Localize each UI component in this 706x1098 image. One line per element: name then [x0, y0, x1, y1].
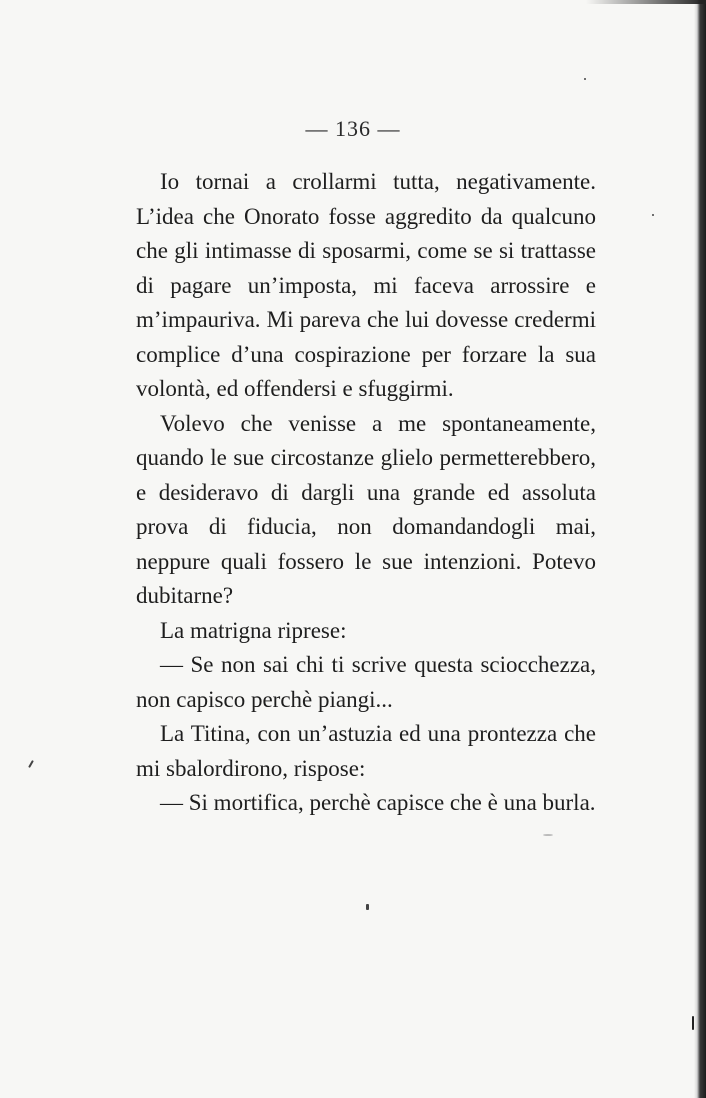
paragraph: Volevo che venisse a me spontaneamente, quando le sue circostanze glielo permetterebbero, e desideravo di dargli una grande ed assoluta prova di fiducia, non domandandogli mai, neppure quali fossero le sue intenzioni. Potevo dubitarne?	[136, 410, 596, 608]
scan-speck	[584, 78, 586, 80]
page-number-header: — 136 —	[305, 116, 401, 141]
scan-speck	[28, 760, 34, 768]
scan-shadow	[586, 0, 706, 4]
body-text	[136, 165, 596, 821]
scan-speck	[652, 214, 654, 216]
paragraph: — Se non sai chi ti scrive questa sciocchezza, non capisco perchè piangi...	[136, 652, 596, 712]
paragraph: La matrigna riprese:	[160, 617, 347, 643]
scan-speck	[366, 904, 369, 910]
paragraph: La Titina, con un’astuzia ed una prontezza che mi sbalordirono, rispose:	[136, 721, 596, 781]
paragraph: Io tornai a crollarmi tutta, negativamente. L’idea che Onorato fosse aggredito da qualcuno che gli intimasse di sposarmi, come se si trattasse di pagare un’imposta, mi faceva arrossire e m’impauriva. Mi pareva che lui dovesse credermi complice d’una cospirazione per forzare la sua volontà, ed offendersi e sfuggirmi.	[136, 169, 596, 401]
scan-speck	[543, 834, 553, 836]
binding-edge	[694, 0, 706, 1098]
paragraph: — Si mortifica, perchè capisce che è una burla.	[160, 790, 596, 815]
scan-speck	[692, 1016, 694, 1030]
